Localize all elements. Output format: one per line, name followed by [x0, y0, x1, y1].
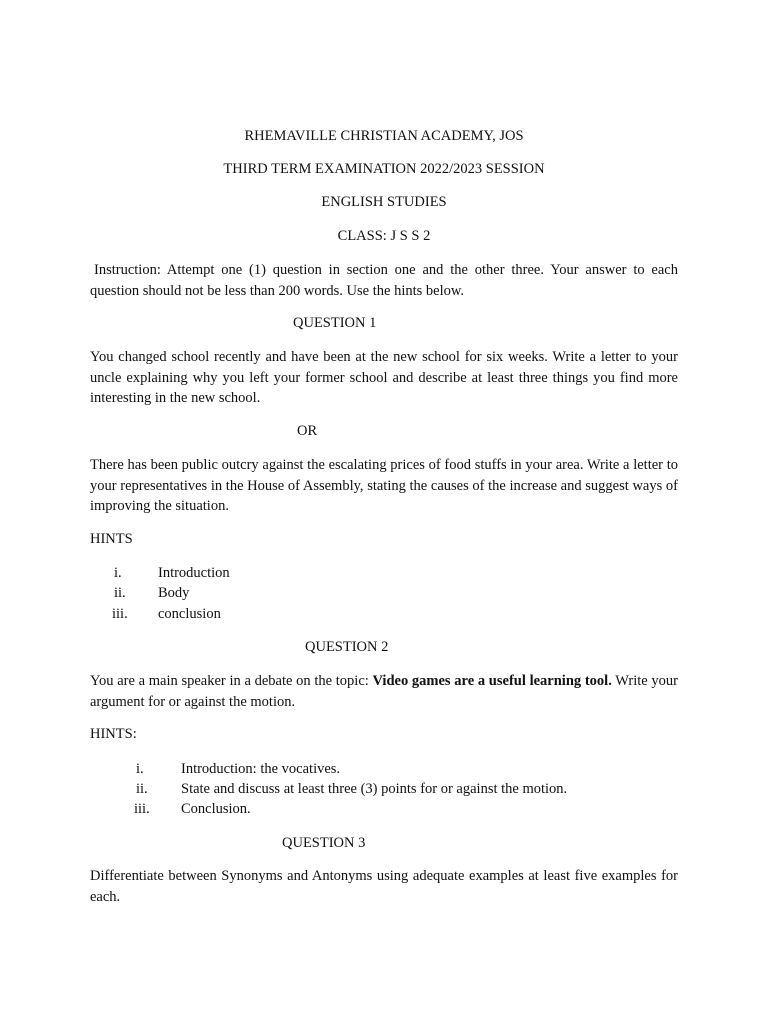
question-2-text-before: You are a main speaker in a debate on the topic:	[90, 673, 373, 689]
list-item: Introduction	[158, 565, 230, 581]
list-item: State and discuss at least three (3) points for or against the motion.	[181, 781, 568, 797]
school-name: RHEMAVILLE CHRISTIAN ACADEMY, JOS	[244, 128, 524, 144]
list-number: ii.	[114, 585, 126, 601]
list-number: iii.	[134, 801, 150, 817]
hints-label-q2: HINTS:	[90, 726, 137, 742]
question-1-option-b: There has been public outcry against the escalating prices of food stuffs in your area. Write a letter to your representatives in the House of Assembly, stating the causes of the increase and suggest ways of improving the situation.	[90, 457, 678, 514]
question-3-text: Differentiate between Synonyms and Antonyms using adequate examples at least five examples for each.	[90, 868, 678, 905]
exam-title: THIRD TERM EXAMINATION 2022/2023 SESSION	[223, 161, 545, 177]
list-number: iii.	[112, 606, 128, 622]
question-3-title: QUESTION 3	[282, 835, 366, 851]
or-label: OR	[297, 423, 318, 439]
list-item: conclusion	[158, 606, 221, 622]
question-2-title: QUESTION 2	[305, 639, 389, 655]
list-item: Conclusion.	[181, 801, 251, 817]
hints-label-q1: HINTS	[90, 531, 133, 547]
list-number: i.	[136, 761, 144, 777]
question-2-text	[90, 671, 678, 712]
debate-topic: Video games are a useful learning tool.	[372, 673, 612, 689]
question-1-option-a: You changed school recently and have been at the new school for six weeks. Write a letter to your uncle explaining why you left your former school and describe at least three things you find more interesting in the new school.	[90, 349, 678, 406]
list-item: Body	[158, 585, 190, 601]
list-item: Introduction: the vocatives.	[181, 761, 341, 777]
class-label: CLASS: J S S 2	[337, 228, 431, 244]
list-number: i.	[114, 565, 122, 581]
list-number: ii.	[136, 781, 148, 797]
question-2-text-after: Write your argument for or against the motion.	[90, 673, 678, 710]
instruction-text: Instruction: Attempt one (1) question in section one and the other three. Your answer to each question should not be less than 200 words. Use the hints below.	[90, 262, 678, 299]
subject-title: ENGLISH STUDIES	[321, 194, 447, 210]
question-1-title: QUESTION 1	[293, 315, 377, 331]
